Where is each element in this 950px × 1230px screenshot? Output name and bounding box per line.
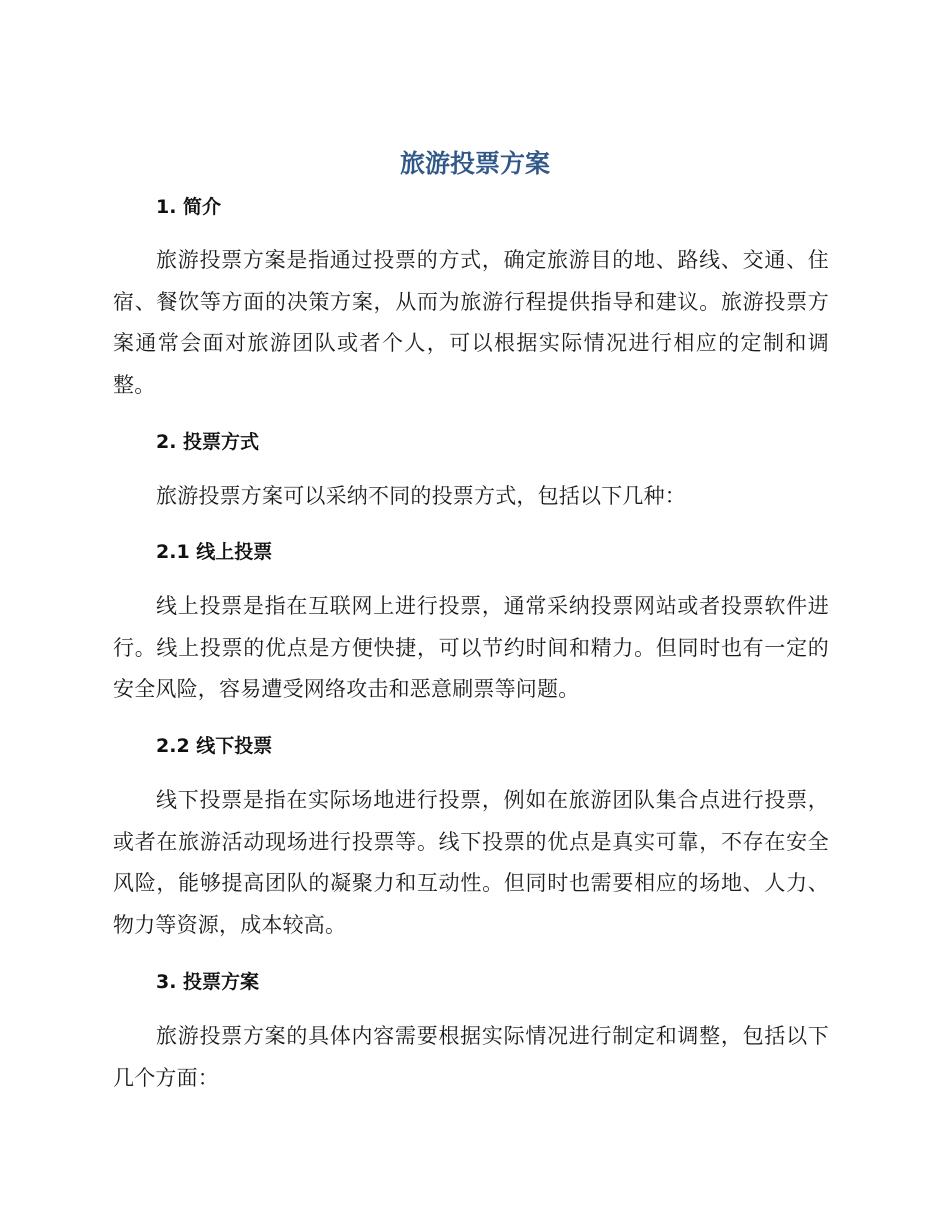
section-heading-voting-plan: 3. 投票方案 — [156, 971, 260, 993]
section-heading-offline-voting: 2.2 线下投票 — [156, 735, 273, 757]
section-paragraph-voting-methods: 旅游投票方案可以采纳不同的投票方式，包括以下几种： — [156, 484, 686, 508]
section-paragraph-offline-voting: 线下投票是指在实际场地进行投票，例如在旅游团队集合点进行投票，或者在旅游活动现场进行投票等。线下投票的优点是真实可靠，不存在安全风险，能够提高团队的凝聚力和互动性。但同时也需要相应的场地、人力、物力等资源，成本较高。 — [113, 788, 829, 937]
section-heading-online-voting: 2.1 线上投票 — [156, 541, 273, 563]
section-paragraph-online-voting: 线上投票是指在互联网上进行投票，通常采纳投票网站或者投票软件进行。线上投票的优点是方便快捷，可以节约时间和精力。但同时也有一定的安全风险，容易遭受网络攻击和恶意刷票等问题。 — [113, 594, 829, 701]
document-title: 旅游投票方案 — [399, 149, 550, 178]
section-heading-voting-methods: 2. 投票方式 — [156, 431, 260, 453]
section-heading-intro: 1. 简介 — [156, 196, 222, 218]
section-paragraph-intro: 旅游投票方案是指通过投票的方式，确定旅游目的地、路线、交通、住宿、餐饮等方面的决策方案，从而为旅游行程提供指导和建议。旅游投票方案通常会面对旅游团队或者个人，可以根据实际情况进行相应的定制和调整。 — [113, 248, 829, 397]
section-paragraph-voting-plan: 旅游投票方案的具体内容需要根据实际情况进行制定和调整，包括以下几个方面： — [113, 1024, 829, 1090]
